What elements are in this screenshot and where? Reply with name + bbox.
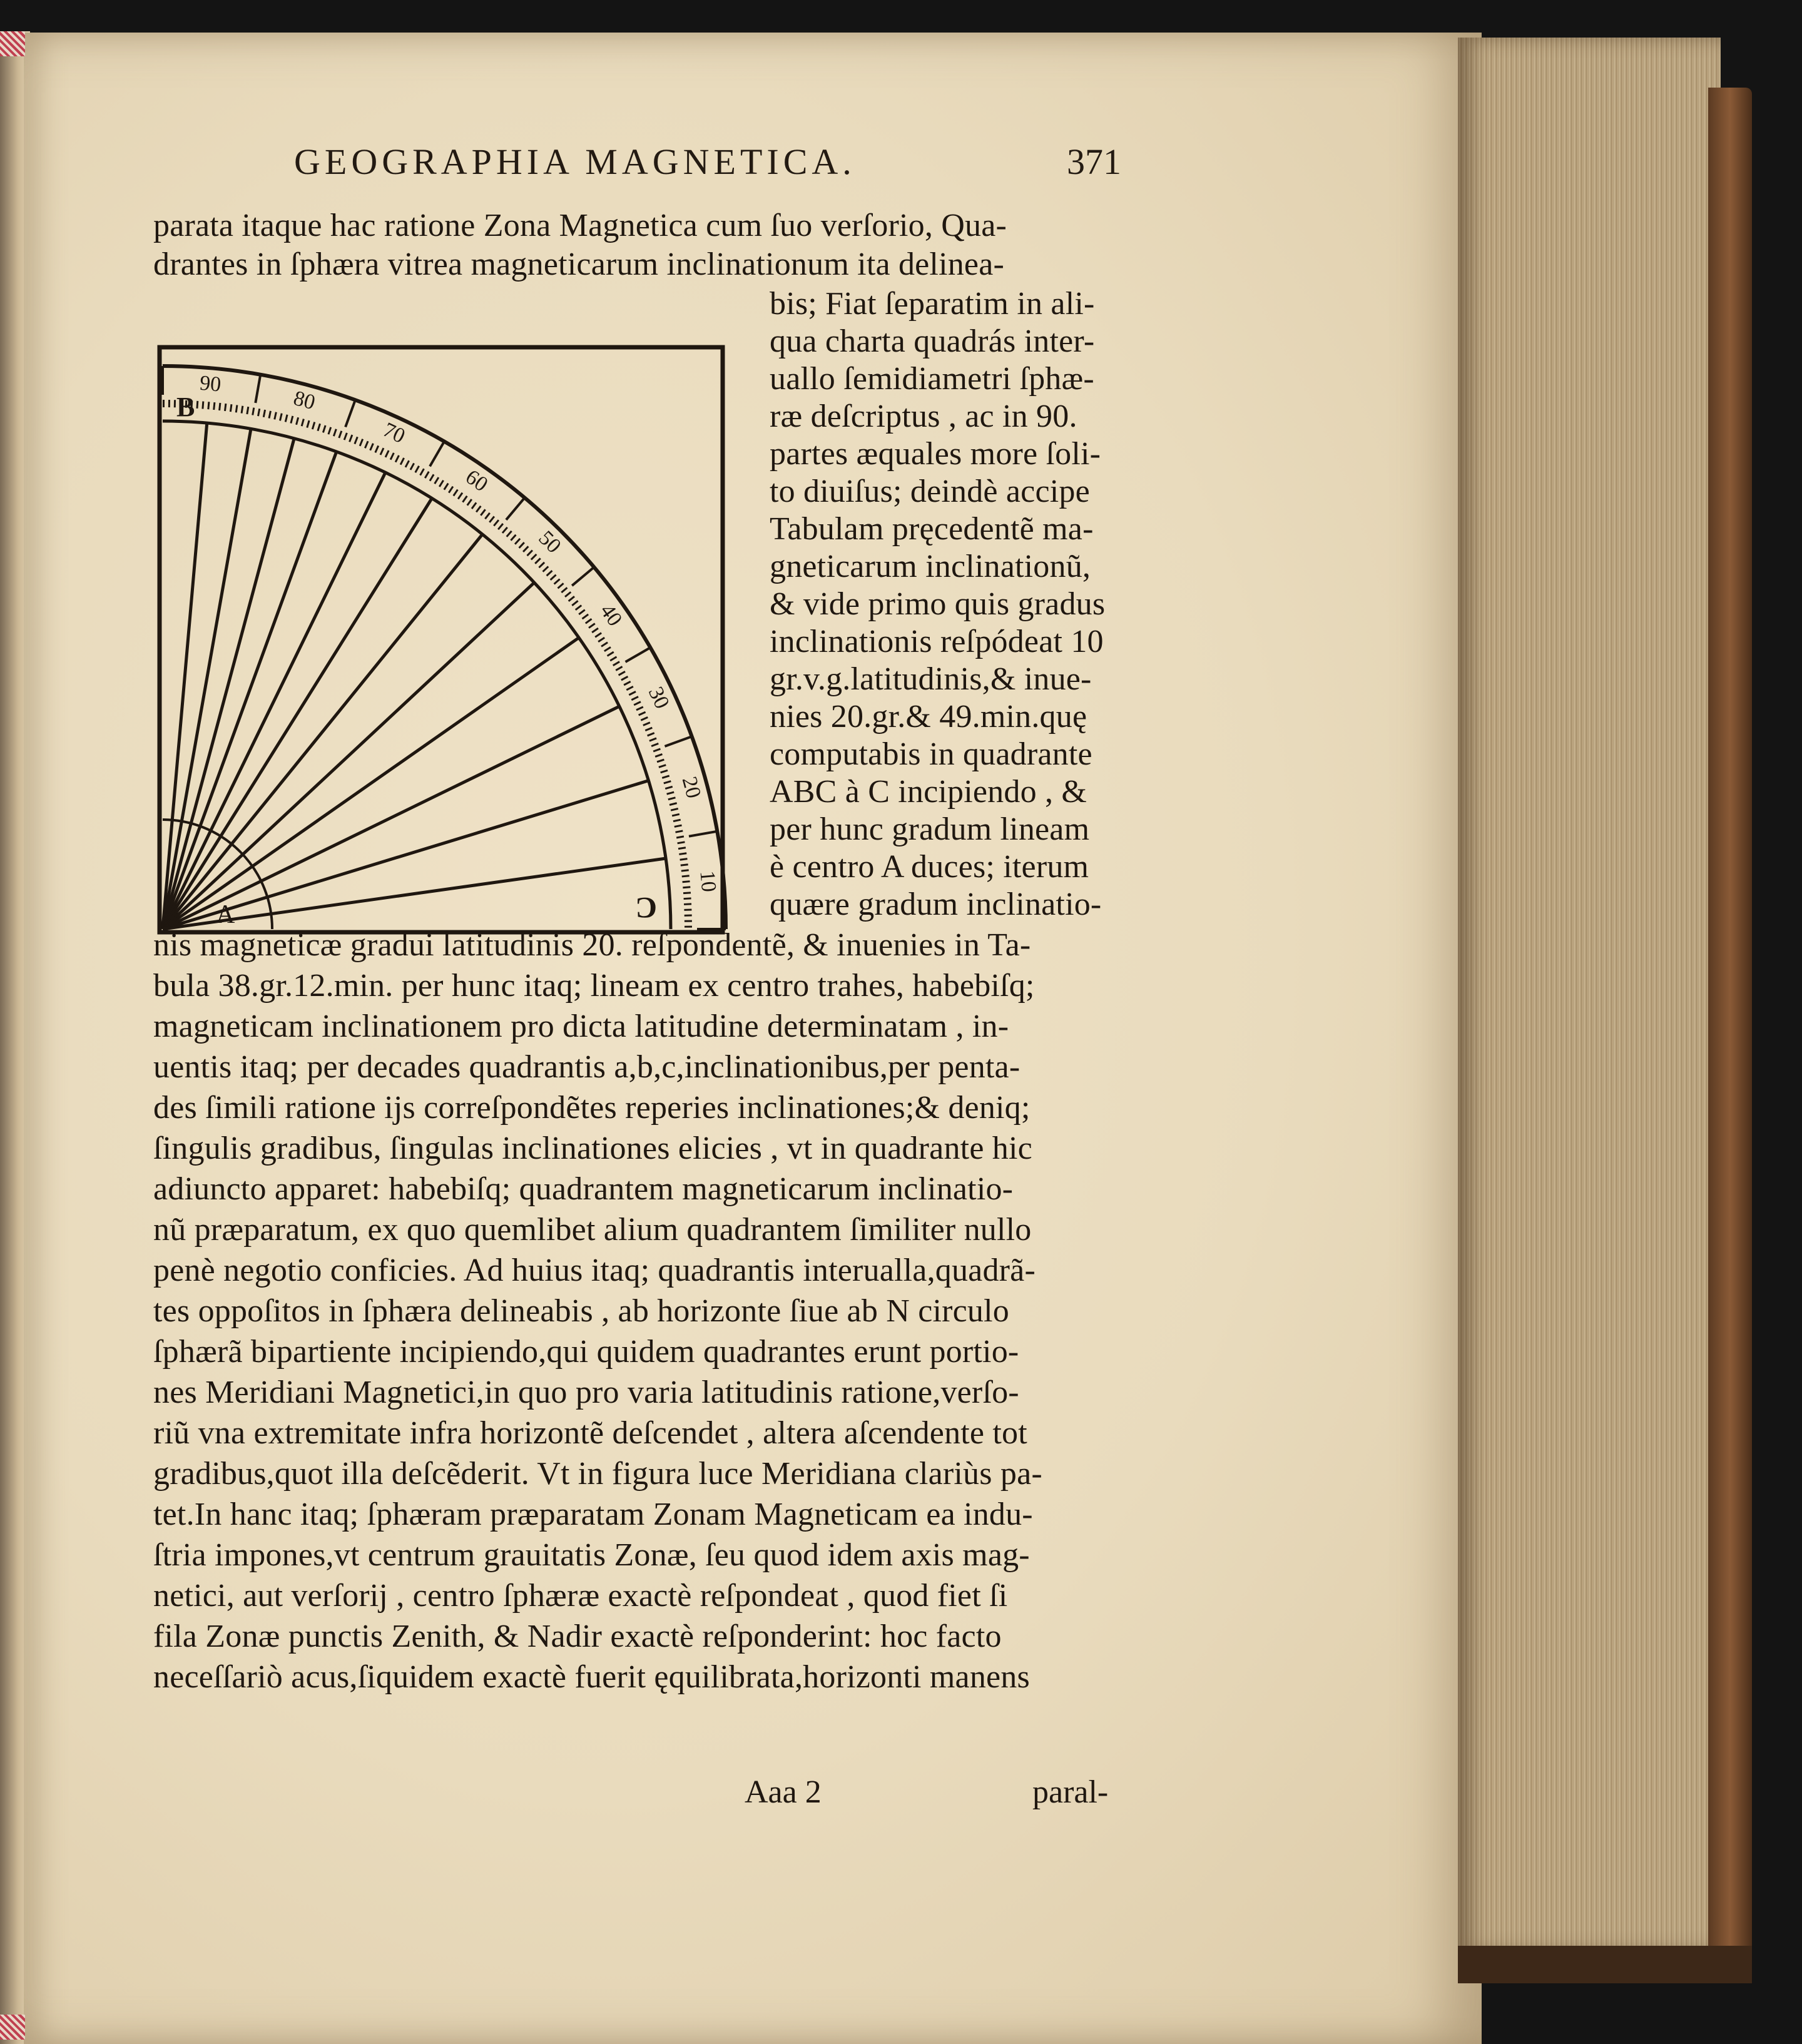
text-line: qua charta quadrás inter- (770, 323, 1095, 359)
text-line: neceſſariò acus,ſiquidem exactè fuerit ęquilibrata,horizonti manens (153, 1659, 1030, 1695)
scale-label: 70 (379, 418, 409, 449)
text-line: inclinationis reſpódeat 10 (770, 624, 1104, 659)
label-b: B (176, 392, 195, 422)
text-line: bula 38.gr.12.min. per hunc itaq; lineam ex centro trahes, habebiſq; (153, 968, 1035, 1004)
scale-label: 60 (461, 465, 492, 497)
scale-tick (689, 831, 717, 836)
text-line: penè negotio conficies. Ad huius itaq; quadrantis interualla,quadrã- (153, 1253, 1036, 1288)
text-line: fila Zonæ punctis Zenith, & Nadir exactè reſponderint: hoc facto (153, 1619, 1002, 1654)
scale-tick (506, 498, 525, 520)
label-a: A (216, 900, 235, 929)
text-line: des ſimili ratione ijs correſpondẽtes reperies inclinationes;& deniq; (153, 1090, 1031, 1126)
text-line: ſphærã bipartiente incipiendo,qui quidem quadrantes erunt portio- (153, 1334, 1019, 1370)
inclination-rays (163, 423, 666, 929)
text-line: gneticarum inclinationũ, (770, 549, 1091, 584)
text-line: to diuiſus; deindè accipe (770, 474, 1090, 509)
text-line: ſingulis gradibus, ſingulas inclinationes elicies , vt in quadrante hic (153, 1131, 1032, 1166)
page-number: 371 (1067, 141, 1121, 182)
text-line: è centro A duces; iterum (770, 849, 1089, 885)
scale-tick (664, 736, 691, 746)
signature-mark: Aaa 2 (745, 1774, 822, 1810)
text-line: magneticam inclinationem pro dicta latitudine determinatam , in- (153, 1009, 1009, 1044)
text-line: ABC à C incipiendo , & (770, 774, 1087, 810)
text-line: bis; Fiat ſeparatim in ali- (770, 286, 1095, 322)
bookmark-ribbon-bottom (0, 2015, 25, 2040)
text-line: uallo ſemidiametri ſphæ- (770, 361, 1094, 397)
text-line: nũ præparatum, ex quo quemlibet alium quadrantem ſimiliter nullo (153, 1212, 1032, 1248)
label-c: C (635, 891, 657, 924)
text-line: drantes in ſphæra vitrea magneticarum inclinationum ita delinea- (153, 247, 1005, 282)
book-cover (1708, 88, 1752, 1983)
text-line: tes oppoſitos in ſphæra delineabis , ab horizonte ſiue ab N circulo (153, 1293, 1009, 1329)
text-line: ſtria impones,vt centrum grauitatis Zonæ, ſeu quod idem axis mag- (153, 1537, 1030, 1573)
inclination-ray (163, 781, 649, 929)
scale-label: 90 (198, 371, 222, 397)
scale-label: 30 (643, 683, 674, 713)
text-line: quære gradum inclinatio- (770, 887, 1102, 922)
scale-label: 10 (695, 870, 721, 893)
text-line: & vide primo quis gradus (770, 586, 1106, 622)
quadrant-diagram (150, 338, 732, 938)
text-line: netici, aut verſorij , centro ſphæræ exactè reſpondeat , quod fiet ſi (153, 1578, 1008, 1614)
text-line: Tabulam pręcedentẽ ma- (770, 511, 1094, 547)
text-line: nes Meridiani Magnetici,in quo pro varia latitudinis ratione,verſo- (153, 1375, 1019, 1410)
scale-tick (345, 400, 355, 427)
text-line: computabis in quadrante (770, 736, 1092, 772)
text-line: adiuncto apparet: habebiſq; quadrantem magneticarum inclinatio- (153, 1171, 1014, 1207)
inclination-ray (163, 534, 482, 929)
scale-label: 40 (595, 599, 627, 631)
scale-tick (430, 442, 444, 467)
text-line: parata itaque hac ratione Zona Magnetica cum ſuo verſorio, Qua- (153, 208, 1007, 243)
scale-label: 20 (677, 774, 706, 801)
text-line: tet.In hanc itaq; ſphæram præparatam Zonam Magneticam ea indu- (153, 1497, 1033, 1532)
scale-tick (626, 648, 651, 662)
bookmark-ribbon (0, 31, 25, 56)
scale-tick (572, 567, 594, 586)
running-head: GEOGRAPHIA MAGNETICA. (294, 141, 856, 182)
text-line: ræ deſcriptus , ac in 90. (770, 399, 1077, 434)
scale-tick (255, 375, 260, 403)
catchword: paral- (1032, 1774, 1109, 1810)
text-line: riũ vna extremitate infra horizontẽ deſcendet , altera aſcendente tot (153, 1415, 1027, 1451)
text-line: uentis itaq; per decades quadrantis a,b,c,inclinationibus,per penta- (153, 1049, 1021, 1085)
scale-label: 50 (534, 526, 566, 558)
text-line: gradibus,quot illa deſcẽderit. Vt in figura luce Meridiana clariùs pa- (153, 1456, 1042, 1492)
scale-label: 80 (291, 386, 318, 415)
text-line: nis magneticæ gradui latitudinis 20. reſpondentẽ, & inuenies in Ta- (153, 927, 1031, 963)
inclination-ray (163, 638, 579, 929)
text-line: per hunc gradum lineam (770, 811, 1090, 847)
text-line: nies 20.gr.& 49.min.quę (770, 699, 1087, 735)
text-line: gr.v.g.latitudinis,& inue- (770, 661, 1092, 697)
inclination-ray (163, 439, 294, 929)
text-line: partes æquales more ſoli- (770, 436, 1101, 472)
inclination-ray (163, 429, 251, 929)
page-block-edge (1458, 38, 1721, 1952)
cover-board (1458, 1946, 1752, 1983)
